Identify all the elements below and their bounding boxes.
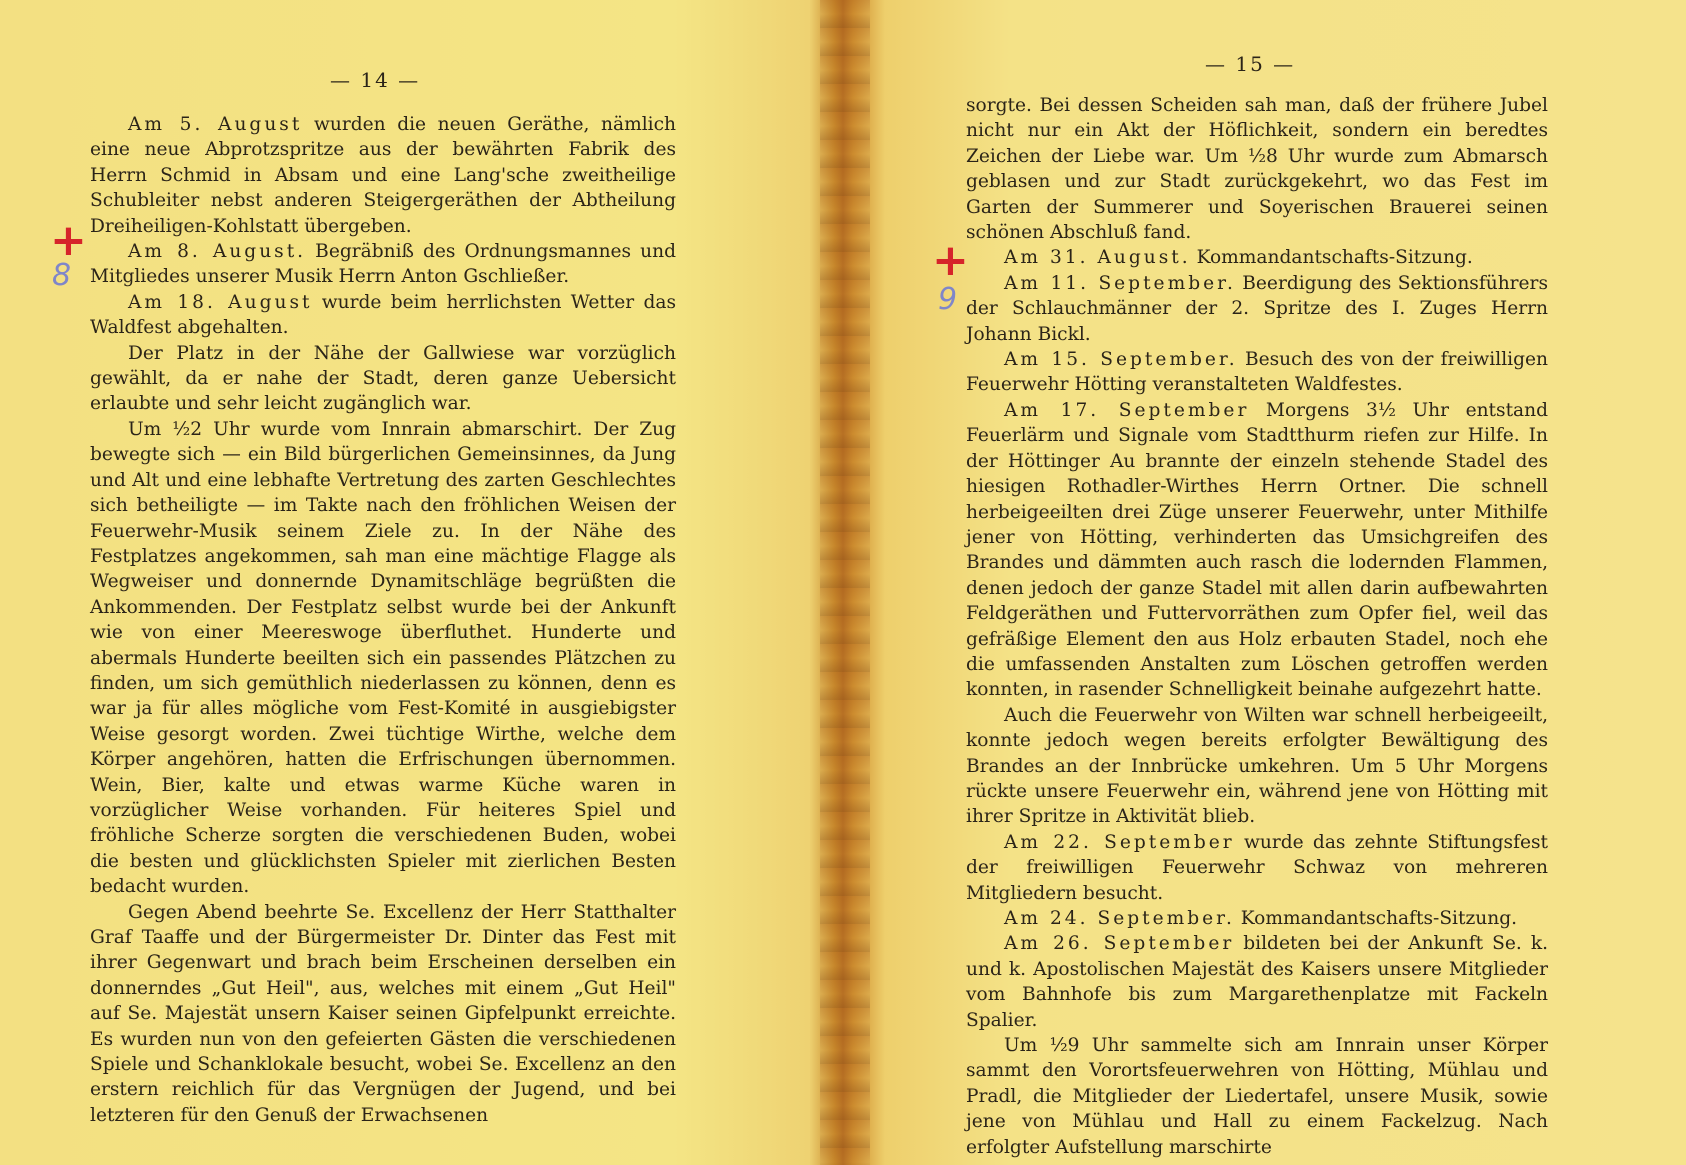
paragraph: Um ½9 Uhr sammelte sich am Innrain unser Körper sammt den Vorortsfeuerwehren von Hötting, Mühlau und Pradl, die Mitglieder der Liedertafel, unsere Musik, sowie jene von Mühlau und Hall zu einem Fackelzug. Nach erfolgter Aufstellung marschirte [966, 1035, 1548, 1158]
paragraph: Auch die Feuerwehr von Wilten war schnell herbeigeeilt, konnte jedoch wegen bereits erfolgter Bewältigung des Brandes an der Innbrücke umkehren. Um 5 Uhr Morgens rückte unsere Feuerwehr ein, während jene von Hötting mit ihrer Spritze in Aktivität blieb. [966, 704, 1548, 828]
paragraph: Am 31. August. Kommandantschafts-Sitzung. [1004, 247, 1473, 269]
paragraph: sorgte. Bei dessen Scheiden sah man, daß der frühere Jubel nicht nur ein Akt der Höflichkeit, sondern ein beredtes Zeichen der Liebe war. Um ½8 Uhr wurde zum Abmarsch geblasen und zur Stadt zurückgekehrt, wo das Fest im Garten der Summerer und Soyerischen Brauerei seinen schönen Abschluß fand. [966, 95, 1548, 244]
paragraph: Am 26. September bildeten bei der Ankunft Se. k. und k. Apostolischen Majestät des Kaisers unsere Mitglieder vom Bahnhofe bis zum Margarethenplatze mit Fackeln Spalier. [966, 933, 1548, 1031]
handwritten-cross-mark: + [50, 215, 87, 266]
paragraph: Am 11. September. Beerdigung des Sektionsführers der Schlauchmänner der 2. Spritze des I. Zuges Herrn Johann Bickl. [966, 272, 1548, 345]
paragraph: Am 18. August wurde beim herrlichsten Wetter das Waldfest abgehalten. [90, 291, 676, 339]
paragraph: Der Platz in der Nähe der Gallwiese war vorzüglich gewählt, da er nahe der Stadt, deren ganze Uebersicht erlaubte und sehr leicht zugänglich war. [90, 342, 676, 415]
book-gutter [820, 0, 870, 1165]
right-page [870, 0, 1686, 1165]
paragraph: Am 8. August. Begräbniß des Ordnungsmannes und Mitgliedes unserer Musik Herrn Anton Gschließer. [90, 241, 676, 288]
left-page [0, 0, 820, 1165]
page-number: — 15 — [1205, 52, 1296, 76]
handwritten-number: 8 [52, 258, 72, 293]
paragraph: Am 24. September. Kommandantschafts-Sitzung. [1004, 908, 1518, 929]
page-number: — 14 — [330, 68, 421, 92]
paragraph: Um ½2 Uhr wurde vom Innrain abmarschirt. Der Zug bewegte sich — ein Bild bürgerlichen Gemeinsinnes, da Jung und Alt und eine lebhafte Vertretung des zarten Geschlechtes sich betheiligte — im Takte nach den fröhlichen Weisen der Feuerwehr-Musik seinem Ziele zu. In der Nähe des Festplatzes angekommen, sah man eine mächtige Flagge als Wegweiser und donnernde Dynamitschläge begrüßten die Ankommenden. Der Festplatz selbst wurde bei der Ankunft wie von einer Meereswoge überfluthet. Hunderte und abermals Hunderte beeilten sich ein passendes Plätzchen zu finden, um sich gemüthlich niederlassen zu können, denn es war ja für alles mögliche vom Fest-Komité in ausgiebigster Weise gesorgt worden. Zwei tüchtige Wirthe, welche dem Körper angehören, hatten die Erfrischungen übernommen. Wein, Bier, kalte und etwas warme Küche waren in vorzüglicher Weise vorhanden. Für heiteres Spiel und fröhliche Scherze sorgten die verschiedenen Buden, wobei die besten und glücklichsten Spieler mit zierlichen Besten bedacht wurden. [90, 418, 676, 898]
handwritten-number: 9 [938, 282, 958, 317]
paragraph: Am 22. September wurde das zehnte Stiftungsfest der freiwilligen Feuerwehr Schwaz von mehreren Mitgliedern besucht. [966, 831, 1548, 904]
paragraph: Am 5. August wurden die neuen Geräthe, nämlich eine neue Abprotzspritze aus der bewährten Fabrik des Herrn Schmid in Absam und eine Lang'sche zweitheilige Schubleiter nebst anderen Steigergeräthen der Abtheilung Dreiheiligen-Kohlstatt übergeben. [90, 114, 676, 237]
page-text [90, 112, 676, 1128]
page-text [966, 93, 1548, 1160]
handwritten-cross-mark: + [932, 235, 969, 286]
paragraph: Gegen Abend beehrte Se. Excellenz der Herr Statthalter Graf Taaffe und der Bürgermeister Dr. Dinter das Fest mit ihrer Gegenwart und brach beim Erscheinen derselben ein donnerndes „Gut Heil", aus, welches mit einem „Gut Heil" auf Se. Majestät unsern Kaiser seinen Gipfelpunkt erreichte. Es wurden nun von den gefeierten Gästen die verschiedenen Spiele und Schanklokale besucht, wobei Se. Excellenz an den erstern reichlich für das Vergnügen der Jugend, und bei letzteren für den Genuß der Erwachsenen [90, 901, 676, 1126]
paragraph: Am 15. September. Besuch des von der freiwilligen Feuerwehr Hötting veranstalteten Waldfestes. [966, 349, 1548, 396]
paragraph: Am 17. September Morgens 3½ Uhr entstand Feuerlärm und Signale vom Stadtthurm riefen zur Hilfe. In der Höttinger Au brannte der einzeln stehende Stadel des hiesigen Rothadler-Wirthes Herrn Ortner. Die schnell herbeigeeilten drei Züge unserer Feuerwehr, unter Mithilfe jener von Hötting, verhinderten das Umsichgreifen des Brandes und dämmten auch rasch die lodernden Flammen, denen jedoch der ganze Stadel mit allen darin aufbewahrten Feldgeräthen und Futtervorräthen zum Opfer fiel, weil das gefräßige Element den aus Holz erbauten Stadel, noch ehe die umfassenden Anstalten zum Löschen getroffen werden konnten, in rasender Schnelligkeit beinahe aufgezehrt hatte. [966, 399, 1549, 701]
